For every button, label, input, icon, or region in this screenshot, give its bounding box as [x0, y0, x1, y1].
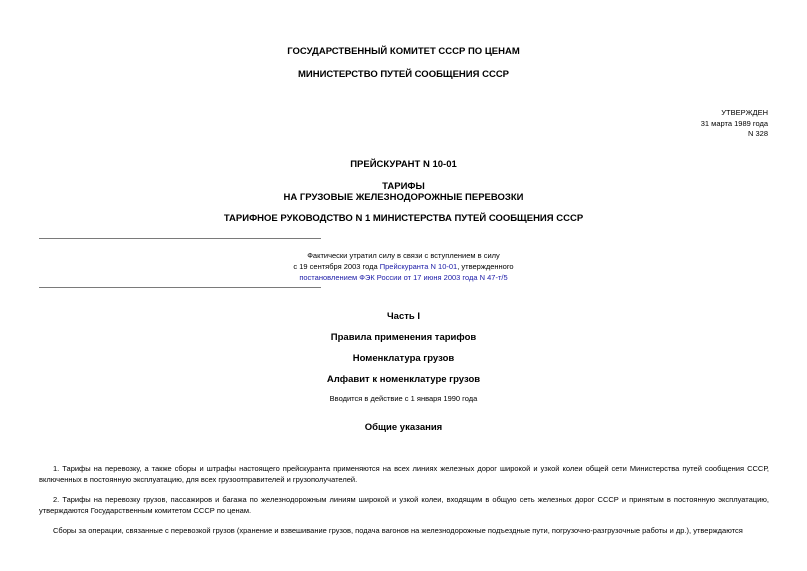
part-heading: Часть I — [386, 311, 420, 322]
effective-date: Вводится в действие с 1 января 1990 года — [329, 394, 478, 403]
approval-label: УТВЕРЖДЕН — [721, 108, 768, 117]
ministry-heading: МИНИСТЕРСТВО ПУТЕЙ СООБЩЕНИЯ СССР — [297, 69, 510, 80]
notice-line-2-suffix: , утвержденного — [457, 262, 514, 271]
notice-line-3 — [0, 272, 807, 283]
paragraph-2: 2. Тарифы на перевозку грузов, пассажиров и багажа по железнодорожным линиям широкой и узкой колеи, входящим в общую сеть железных дорог СССР и принятым в постоянную эксплуатацию, утверждаются Государственным комитетом СССР по ценам. — [39, 495, 769, 515]
notice-line-1: Фактически утратил силу в связи с вступлением в силу — [307, 251, 500, 260]
tariffs-title: ТАРИФЫ — [382, 181, 425, 192]
paragraph-3: Сборы за операции, связанные с перевозкой грузов (хранение и взвешивание грузов, подача вагонов на железнодорожные подъездные пути, погрузочно-разгрузочные работы и др.), утверждаются — [53, 526, 743, 535]
pricelist-link[interactable]: Прейскуранта N 10-01 — [379, 262, 458, 271]
approval-date: 31 марта 1989 года — [700, 118, 768, 128]
notice-line-2-prefix: с 19 сентября 2003 года — [293, 262, 380, 271]
paragraph-1: 1. Тарифы на перевозку, а также сборы и штрафы настоящего прейскуранта применяются на всех линиях железных дорог широкой и узкой колеи общей сети Министерства путей сообщения СССР, включенных в постоянную эксплуатацию, для всех грузоотправителей и грузополучателей. — [39, 464, 769, 484]
tariffs-subject: НА ГРУЗОВЫЕ ЖЕЛЕЗНОДОРОЖНЫЕ ПЕРЕВОЗКИ — [283, 192, 524, 203]
validity-notice — [0, 250, 807, 283]
committee-heading: ГОСУДАРСТВЕННЫЙ КОМИТЕТ СССР ПО ЦЕНАМ — [287, 46, 520, 57]
approval-block — [701, 108, 768, 140]
notice-line-2 — [0, 261, 807, 272]
divider-bottom — [39, 287, 321, 288]
tariff-guide-title: ТАРИФНОЕ РУКОВОДСТВО N 1 МИНИСТЕРСТВА ПУТЕЙ СООБЩЕНИЯ СССР — [223, 213, 584, 224]
rules-heading: Правила применения тарифов — [330, 332, 477, 343]
resolution-link[interactable]: постановлением ФЭК России от 17 июня 2003 года N 47-т/5 — [299, 273, 508, 282]
pricelist-title: ПРЕЙСКУРАНТ N 10-01 — [350, 159, 457, 170]
divider-top — [39, 238, 321, 239]
general-heading: Общие указания — [364, 422, 443, 433]
approval-number: N 328 — [747, 129, 768, 138]
nomenclature-heading: Номенклатура грузов — [352, 353, 455, 364]
alphabet-heading: Алфавит к номенклатуре грузов — [326, 374, 481, 385]
